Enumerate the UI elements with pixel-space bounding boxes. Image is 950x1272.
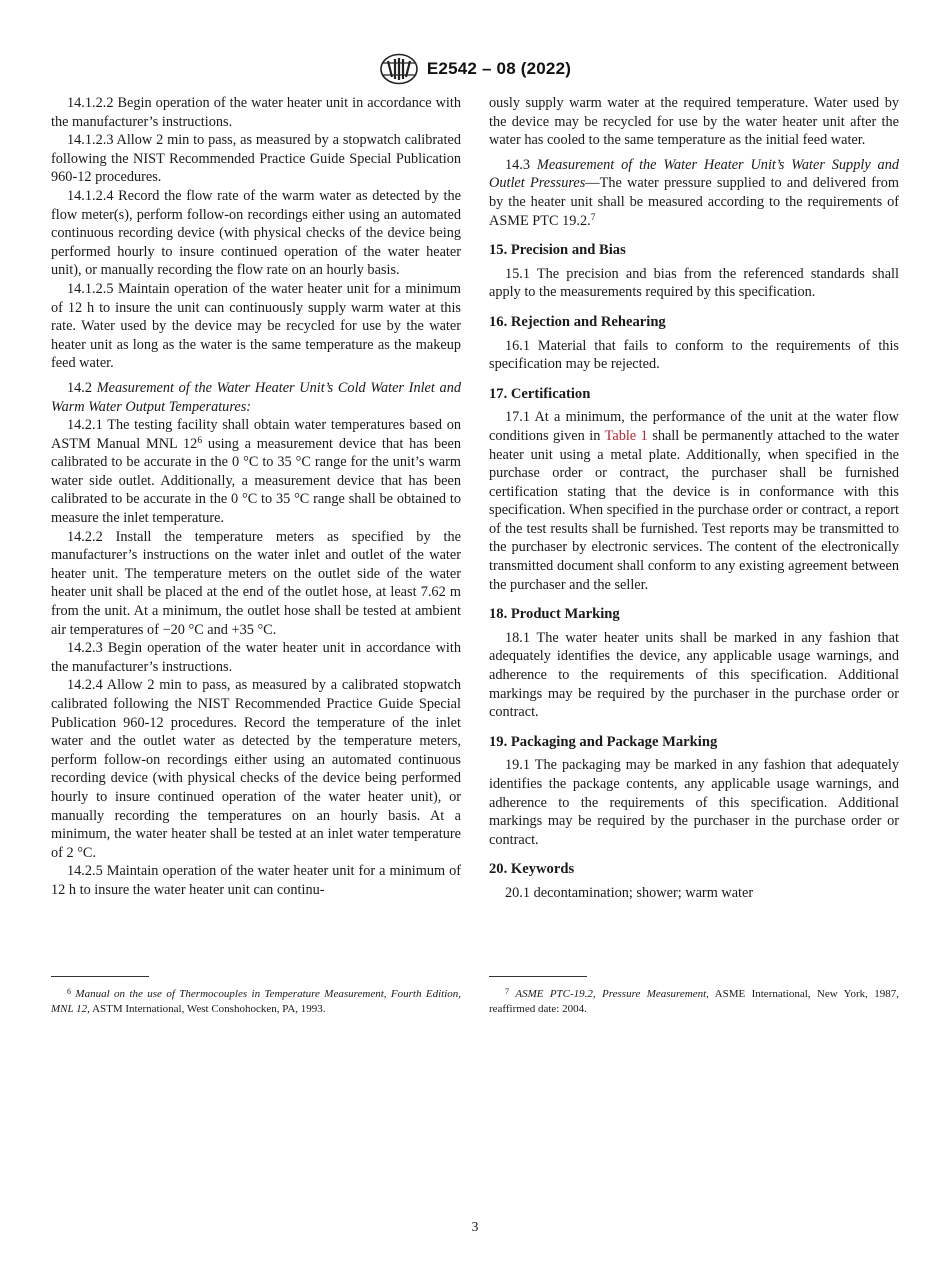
paragraph-14-2	[51, 379, 461, 416]
section-15-heading: 15. Precision and Bias	[489, 242, 626, 259]
footnote-6-text: , ASTM International, West Conshohocken, PA, 1993.	[87, 1002, 326, 1015]
paragraph-18-1: 18.1 The water heater units shall be marked in any fashion that adequately identifies the device, any applicable usage warnings, and adherence to the requirements of this specification. Additional markings may be required by the purchaser in the purchase order or contract.	[489, 629, 899, 721]
footnote-7-text: , ASME International, New York, 1987, reaffirmed date: 2004.	[489, 988, 899, 1015]
astm-logo-icon	[379, 53, 419, 85]
paragraph-14-2-2: 14.2.2 Install the temperature meters as specified by the manufacturer’s instructions on the water inlet and outlet of the water heater unit. The temperature meters on the outlet side of the water heater unit shall be placed at the end of the outlet hose, at least 7.62 m from the unit. At a minimum, the outlet hose shall be tested at ambient air temperatures of −20 °C and +35 °C.	[51, 528, 461, 638]
section-19-heading: 19. Packaging and Package Marking	[489, 733, 718, 750]
section-17-heading: 17. Certification	[489, 385, 591, 402]
paragraph-14-1-2-3: 14.1.2.3 Allow 2 min to pass, as measured by a stopwatch calibrated following the NIST Recommended Practice Guide Special Publication 960-12 procedures.	[51, 132, 461, 186]
section-18-heading: 18. Product Marking	[489, 606, 620, 623]
page-header	[0, 52, 950, 86]
paragraph-14-1-2-4: 14.1.2.4 Record the flow rate of the warm water as detected by the flow meter(s), perform follow-on recordings either using an automated continuous recording device (with physical checks of the device being performed hourly to insure continued operation of the water heater unit), or manually recording the flow rate on an hourly basis.	[51, 187, 461, 279]
paragraph-14-2-5-continued: ously supply warm water at the required temperature. Water used by the device may be recycled for use by the water heater unit after the water has cooled to the same temperature as the initial feed water.	[489, 95, 899, 149]
left-column	[51, 94, 461, 900]
footnote-6-number: 6	[67, 987, 71, 996]
paragraph-15-1: 15.1 The precision and bias from the referenced standards shall apply to the measurements required by this specification.	[489, 265, 899, 301]
footnote-ref-6[interactable]: 6	[197, 435, 203, 446]
paragraph-20-1: 20.1 decontamination; shower; warm water	[505, 884, 754, 901]
footnote-divider-right	[489, 976, 587, 977]
footnote-ref-7[interactable]: 7	[590, 212, 596, 223]
footnote-divider-left	[51, 976, 149, 977]
paragraph-14-1-2-2: 14.1.2.2 Begin operation of the water heater unit in accordance with the manufacturer’s instructions.	[51, 95, 461, 130]
paragraph-16-1: 16.1 Material that fails to conform to the requirements of this specification may be rejected.	[489, 337, 899, 373]
paragraph-14-2-number: 14.2	[67, 379, 97, 396]
footnote-7	[489, 987, 899, 1016]
paragraph-14-1-2-5: 14.1.2.5 Maintain operation of the water heater unit for a minimum of 12 h to insure the unit can continuously supply warm water at this rate. Water used by the device may be recycled for use by the water heater unit as long as the water is the same temperature as the makeup feed water.	[51, 280, 461, 372]
footnote-6-title: Manual on the use of Thermocouples in Temperature Measurement, Fourth Edition, MNL 12	[51, 988, 462, 1015]
paragraph-17-1-text-b: shall be permanently attached to the water heater unit using a metal plate. Additionally, when specified in the purchase order or contract, the purchaser shall be furnished certification stating that the device is in conformance with this specification. When specified in the purchase order or contract, a report of the test results shall be furnished. Test reports may be transmitted to the purchaser by electronic services. The content of the electronically transmitted document shall conform to any existing agreement between the purchaser and the seller.	[489, 427, 899, 593]
standard-designation: E2542 – 08 (2022)	[426, 59, 572, 78]
paragraph-14-2-4: 14.2.4 Allow 2 min to pass, as measured by a calibrated stopwatch calibrated following the NIST Recommended Practice Guide Special Publication 960-12 procedures. Record the temperature of the inlet water and the outlet water as detected by the temperature meters, perform follow-on recordings either using an automated continuous recording device (with physical checks of the device being performed hourly to insure continued operation of the water heater unit), or manually recording the temperatures on an hourly basis. At a minimum, the water heater shall be tested at an inlet water temperature of 2 °C.	[51, 677, 461, 861]
paragraph-17-1	[489, 408, 899, 594]
paragraph-14-2-5: 14.2.5 Maintain operation of the water heater unit for a minimum of 12 h to insure the water heater unit can continu-	[51, 863, 461, 898]
paragraph-14-2-1-text-a: 14.2.1 The testing facility shall obtain water temperatures based on ASTM Manual MNL 12	[51, 417, 461, 452]
paragraph-14-2-title: Measurement of the Water Heater Unit’s Cold Water Inlet and Warm Water Output Temperatures:	[51, 379, 462, 415]
footnote-7-number: 7	[505, 987, 509, 996]
paragraph-14-3-body: —The water pressure supplied to and delivered from by the heater unit shall be measured according to the requirements of ASME PTC 19.2.	[489, 175, 899, 229]
paragraph-19-1: 19.1 The packaging may be marked in any fashion that adequately identifies the package contents, any applicable usage warnings, and adherence to the requirements of this specification. Additional markings may be required by the purchaser in the purchase order or contract.	[489, 757, 899, 848]
paragraph-14-2-1	[51, 416, 461, 528]
paragraph-14-3-title: Measurement of the Water Heater Unit’s Water Supply and Outlet Pressures	[489, 156, 899, 192]
right-column	[489, 94, 899, 903]
paragraph-14-3	[489, 156, 899, 230]
table-1-link[interactable]: Table 1	[604, 427, 648, 444]
page-number: 3	[471, 1219, 479, 1234]
section-20-heading: 20. Keywords	[489, 861, 575, 878]
footnote-6	[51, 987, 461, 1016]
paragraph-14-2-1-text-b: using a measurement device that has been calibrated to be accurate in the 0 °C to 35 °C range for the unit’s warm water side outlet. Additionally, a measurement device that has been calibrated to be accurate in the 0 °C to 35 °C range shall be obtained to measure the inlet temperature.	[51, 435, 461, 527]
section-16-heading: 16. Rejection and Rehearing	[489, 313, 666, 330]
paragraph-14-2-3: 14.2.3 Begin operation of the water heater unit in accordance with the manufacturer’s instructions.	[51, 640, 461, 675]
paragraph-17-1-text-a: 17.1 At a minimum, the performance of the unit at the water flow conditions given in	[489, 409, 899, 444]
footnote-7-title: ASME PTC-19.2, Pressure Measurement	[515, 988, 707, 1000]
paragraph-14-3-number: 14.3	[505, 156, 537, 173]
